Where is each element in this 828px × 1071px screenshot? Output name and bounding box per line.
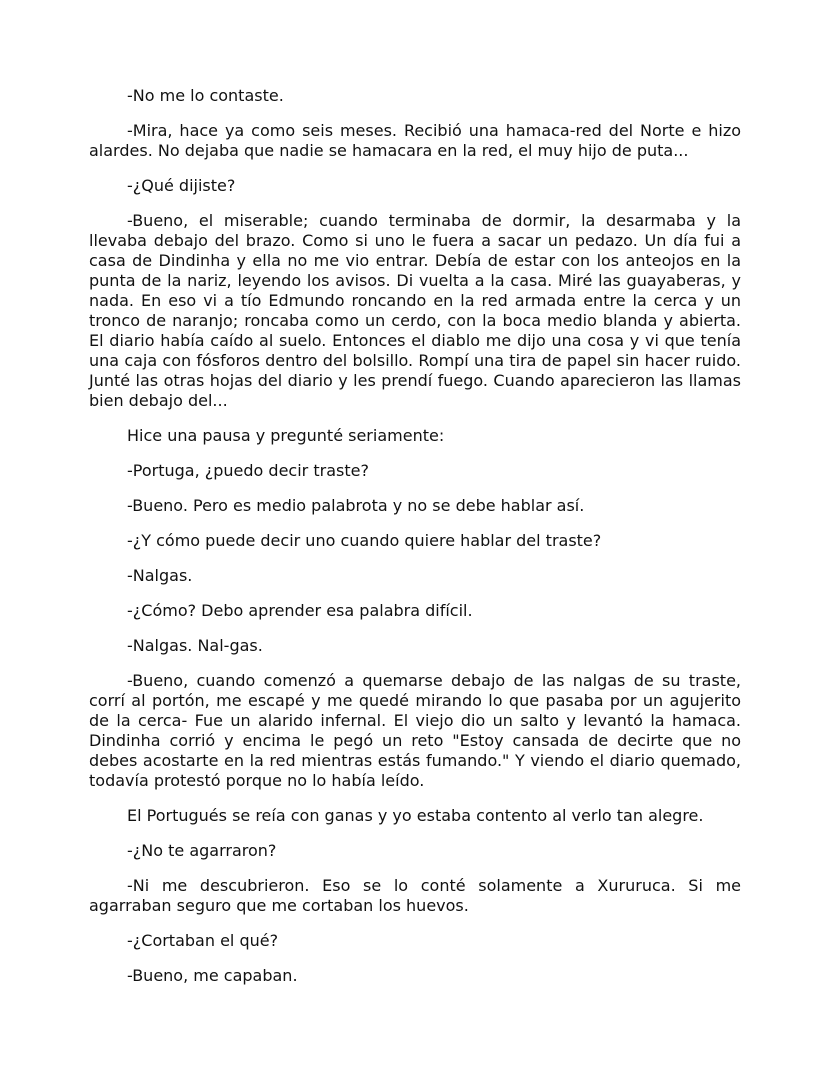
paragraph-15: -Ni me descubrieron. Eso se lo conté solamente a Xururuca. Si me agarraban seguro que me cortaban los huevos. [89,876,741,915]
paragraph-8: -¿Y cómo puede decir uno cuando quiere hablar del traste? [127,531,602,550]
paragraph-16: -¿Cortaban el qué? [127,931,279,950]
paragraph-12: -Bueno, cuando comenzó a quemarse debajo de las nalgas de su traste, corrí al portón, me escapé y me quedé mirando lo que pasaba por un agujerito de la cerca- Fue un alarido infernal. El viejo dio un salto y levantó la hamaca. Dindinha corrió y encima le pegó un reto "Estoy cansada de decirte que no debes acostarte en la red mientras estás fumando." Y viendo el diario quemado, todavía protestó porque no lo había leído. [89,671,741,790]
paragraph-4: -Bueno, el miserable; cuando terminaba de dormir, la desarmaba y la llevaba debajo del brazo. Como si uno le fuera a sacar un pedazo. Un día fui a casa de Dindinha y ella no me vio entrar. Debía de estar con los anteojos en la punta de la nariz, leyendo los avisos. Di vuelta a la casa. Miré las guayaberas, y nada. En eso vi a tío Edmundo roncando en la red armada entre la cerca y un tronco de naranjo; roncaba como un cerdo, con la boca medio blanda y abierta. El diario había caído al suelo. Entonces el diablo me dijo una cosa y vi que tenía una caja con fósforos dentro del bolsillo. Rompí una tira de papel sin hacer ruido. Junté las otras hojas del diario y les prendí fuego. Cuando aparecieron las llamas bien debajo del... [89,211,741,410]
paragraph-17: -Bueno, me capaban. [127,966,298,985]
paragraph-10: -¿Cómo? Debo aprender esa palabra difícil. [127,601,473,620]
paragraph-5: Hice una pausa y pregunté seriamente: [127,426,445,445]
paragraph-7: -Bueno. Pero es medio palabrota y no se debe hablar así. [127,496,585,515]
paragraph-6: -Portuga, ¿puedo decir traste? [127,461,369,480]
paragraph-2: -Mira, hace ya como seis meses. Recibió una hamaca-red del Norte e hizo alardes. No dejaba que nadie se hamacara en la red, el muy hijo de puta... [89,121,741,160]
document-text [89,86,741,1001]
paragraph-1: -No me lo contaste. [127,86,284,105]
paragraph-9: -Nalgas. [127,566,193,585]
paragraph-13: El Portugués se reía con ganas y yo estaba contento al verlo tan alegre. [127,806,704,825]
paragraph-14: -¿No te agarraron? [127,841,277,860]
paragraph-11: -Nalgas. Nal-gas. [127,636,263,655]
paragraph-3: -¿Qué dijiste? [127,176,236,195]
